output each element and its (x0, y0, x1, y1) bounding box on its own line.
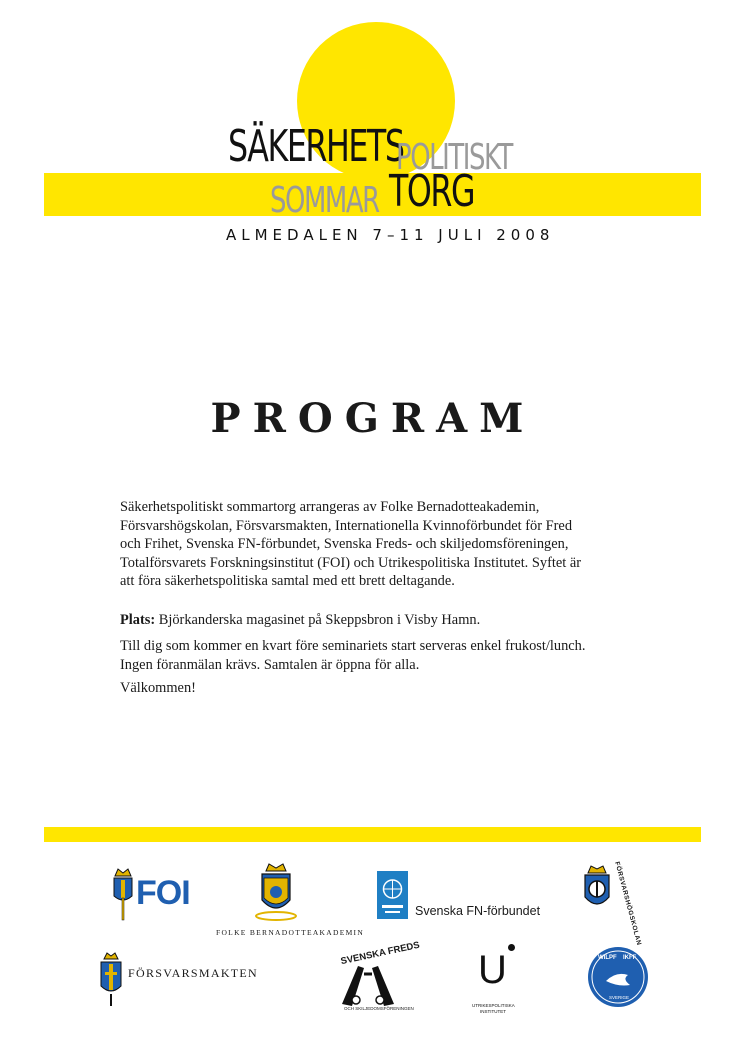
fhs-label: FÖRSVARSHÖGSKOLAN (613, 861, 643, 947)
logo-word-torg-wrap (389, 166, 507, 217)
logo-word-sommar: SOMMAR (270, 180, 379, 221)
event-dates: ALMEDALEN 7–11 JULI 2008 (226, 226, 555, 244)
location-label: Plats: (120, 612, 156, 628)
wilpf-label-bottom: SVERIGE (609, 995, 630, 1000)
freds-label-top: SVENSKA FREDS (339, 939, 421, 968)
intro-line: och Frihet, Svenska FN-förbundet, Svenska Freds- och skiljedomsföreningen, (120, 536, 569, 553)
intro-line: att föra säkerhetspolitiska samtal med ett brett deltagande. (120, 573, 455, 590)
info-paragraph (120, 637, 640, 674)
fba-label: FOLKE BERNADOTTEAKADEMIN (216, 928, 365, 937)
ui-mark: U (478, 948, 507, 992)
fm-label: FÖRSVARSMAKTEN (128, 966, 259, 980)
ui-label-1: UTRIKESPOLITISKA (472, 1003, 515, 1008)
intro-line: Försvarshögskolan, Försvarsmakten, Internationella Kvinnoförbundet för Fred (120, 517, 573, 534)
foi-logo (110, 866, 195, 926)
fn-label: Svenska FN-förbundet (415, 904, 541, 918)
location-text: Björkanderska magasinet på Skeppsbron i Visby Hamn. (155, 612, 481, 628)
footer-yellow-bar (44, 827, 701, 842)
ui-label-2: INSTITUTET (480, 1009, 506, 1014)
logo-word-torg: TORG (389, 166, 475, 217)
fm-emblem (96, 950, 126, 1008)
freds-label-bottom: OCH SKILJEDOMSFÖRENINGEN (344, 1006, 414, 1011)
sword-shield-icon (96, 950, 126, 1008)
shield-crown-icon (254, 862, 298, 922)
foi-wordmark: FOI (136, 874, 190, 912)
logo-word-politiskt: POLITISKT (396, 137, 512, 178)
intro-paragraph (120, 498, 640, 591)
wilpf-logo (588, 947, 648, 1007)
page-title: PROGRAM (210, 395, 536, 442)
wilpf-label-right: IKFF (623, 955, 637, 961)
freds-logo (322, 939, 421, 1016)
fhs-logo (574, 857, 650, 947)
fhs-emblem-icon (574, 857, 650, 927)
crown-emblem-icon (110, 866, 136, 926)
un-emblem-icon (377, 871, 408, 919)
intro-line: Säkerhetspolitiskt sommartorg arrangeras av Folke Bernadotteakademin, (120, 499, 540, 515)
logo-word-sakerhets: SÄKERHETS (228, 121, 404, 172)
intro-line: Totalförsvarets Forskningsinstitut (FOI) och Utrikespolitiska Institutet. Syftet är (120, 554, 582, 571)
fba-emblem (254, 862, 298, 922)
location-paragraph (120, 611, 640, 630)
info-line: Ingen föranmälan krävs. Samtalen är öppna för alla. (120, 656, 420, 673)
info-line: Till dig som kommer en kvart före seminariets start serveras enkel frukost/lunch. (120, 638, 586, 654)
ui-dot-icon (508, 944, 515, 951)
wilpf-label-left: WILPF (598, 955, 617, 961)
welcome-text: Välkommen! (120, 680, 196, 696)
